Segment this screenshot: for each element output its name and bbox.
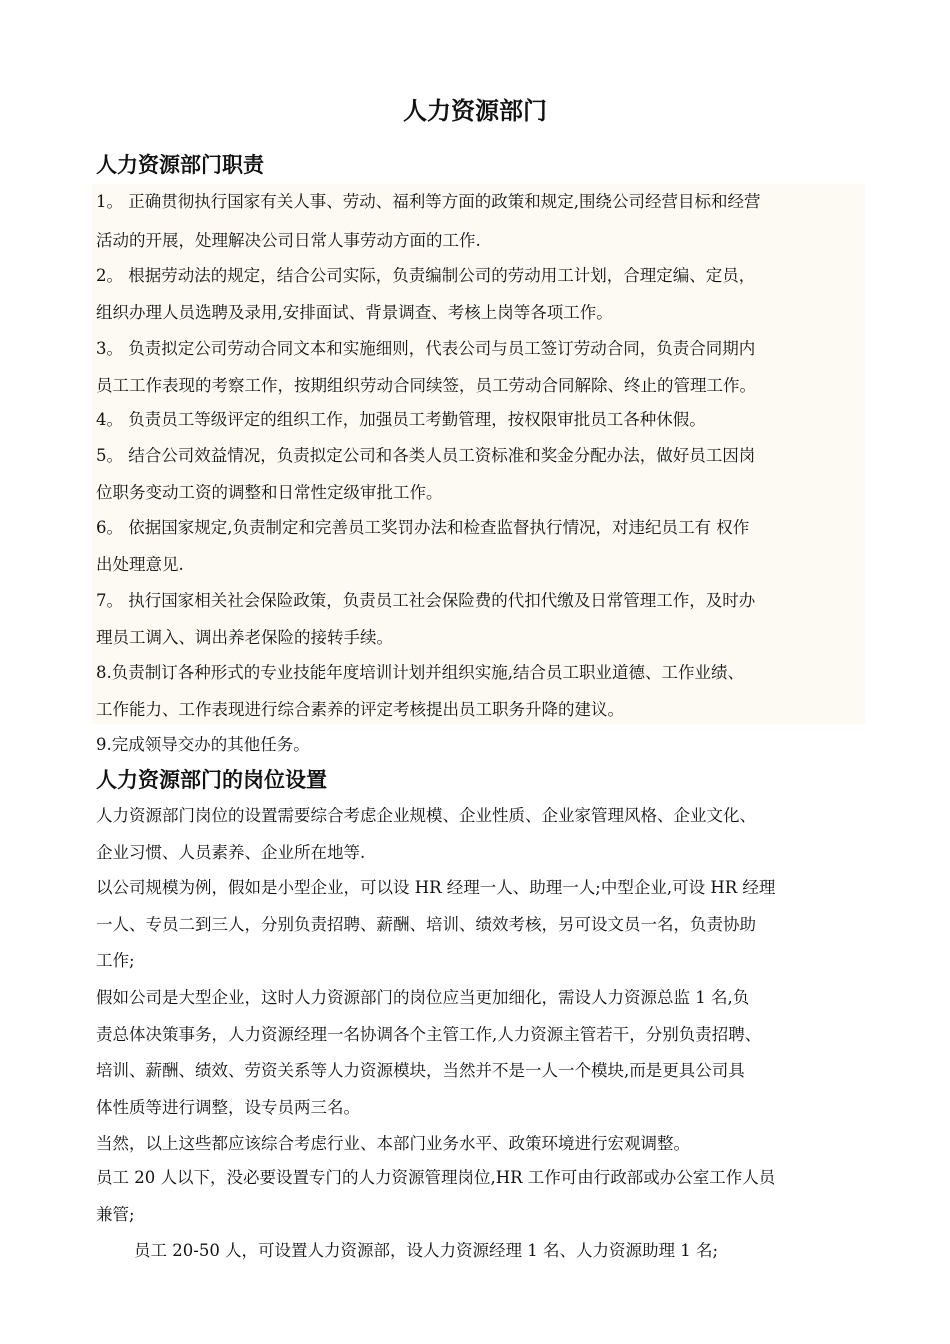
- paragraph-line: 员工工作表现的考察工作，按期组织劳动合同续签，员工劳动合同解除、终止的管理工作。: [96, 376, 756, 395]
- paragraph-line: 3。 负责拟定公司劳动合同文本和实施细则，代表公司与员工签订劳动合同，负责合同期内: [96, 339, 756, 358]
- paragraph-line: 员工 20-50 人，可设置人力资源部，设人力资源经理 1 名、人力资源助理 1 名;: [134, 1241, 719, 1260]
- section-heading-duties: 人力资源部门职责: [96, 153, 264, 177]
- paragraph-line: 9.完成领导交办的其他任务。: [96, 735, 310, 754]
- paragraph-line: 工作;: [96, 951, 135, 970]
- paragraph-line: 体性质等进行调整，设专员两三名。: [96, 1098, 360, 1117]
- paragraph-line: 责总体决策事务，人力资源经理一名协调各个主管工作,人力资源主管若干，分别负责招聘、: [96, 1025, 762, 1044]
- paragraph-line: 工作能力、工作表现进行综合素养的评定考核提出员工职务升降的建议。: [96, 700, 624, 719]
- paragraph-line: 位职务变动工资的调整和日常性定级审批工作。: [96, 483, 443, 502]
- paragraph-line: 7。 执行国家相关社会保险政策，负责员工社会保险费的代扣代缴及日常管理工作，及时办: [96, 591, 756, 610]
- paragraph-line: 人力资源部门岗位的设置需要综合考虑企业规模、企业性质、企业家管理风格、企业文化、: [96, 806, 756, 825]
- paragraph-line: 企业习惯、人员素养、企业所在地等.: [96, 843, 366, 862]
- paragraph-line: 一人、专员二到三人，分别负责招聘、薪酬、培训、绩效考核，另可设文员一名，负责协助: [96, 915, 756, 934]
- paragraph-line: 1。 正确贯彻执行国家有关人事、劳动、福利等方面的政策和规定,围绕公司经营目标和经营: [96, 192, 761, 211]
- paragraph-line: 理员工调入、调出养老保险的接转手续。: [96, 628, 393, 647]
- paragraph-line: 2。 根据劳动法的规定，结合公司实际，负责编制公司的劳动用工计划，合理定编、定员，: [96, 266, 756, 285]
- paragraph-line: 5。 结合公司效益情况，负责拟定公司和各类人员工资标准和奖金分配办法，做好员工因岗: [96, 446, 756, 465]
- paragraph-line: 4。 负责员工等级评定的组织工作，加强员工考勤管理，按权限审批员工各种休假。: [96, 410, 706, 429]
- paragraph-line: 8.负责制订各种形式的专业技能年度培训计划并组织实施,结合员工职业道德、工作业绩、: [96, 663, 744, 682]
- paragraph-line: 假如公司是大型企业，这时人力资源部门的岗位应当更加细化，需设人力资源总监 1 名,负: [96, 988, 750, 1007]
- paragraph-line: 出处理意见.: [96, 555, 184, 574]
- paragraph-line: 员工 20 人以下，没必要设置专门的人力资源管理岗位,HR 工作可由行政部或办公室工作人员: [96, 1168, 776, 1187]
- page-title: 人力资源部门: [403, 97, 547, 125]
- paragraph-line: 以公司规模为例，假如是小型企业，可以设 HR 经理一人、助理一人;中型企业,可设 HR 经理: [96, 878, 776, 897]
- paragraph-line: 培训、薪酬、绩效、劳资关系等人力资源模块，当然并不是一人一个模块,而是更具公司具: [96, 1061, 745, 1080]
- paragraph-line: 活动的开展，处理解决公司日常人事劳动方面的工作.: [96, 231, 481, 250]
- paragraph-line: 当然，以上这些都应该综合考虑行业、本部门业务水平、政策环境进行宏观调整。: [96, 1134, 690, 1153]
- paragraph-line: 6。 依据国家规定,负责制定和完善员工奖罚办法和检查监督执行情况，对违纪员工有 权作: [96, 518, 750, 537]
- section-heading-positions: 人力资源部门的岗位设置: [96, 768, 327, 792]
- paragraph-line: 兼管;: [96, 1205, 135, 1224]
- paragraph-line: 组织办理人员选聘及录用,安排面试、背景调查、考核上岗等各项工作。: [96, 303, 613, 322]
